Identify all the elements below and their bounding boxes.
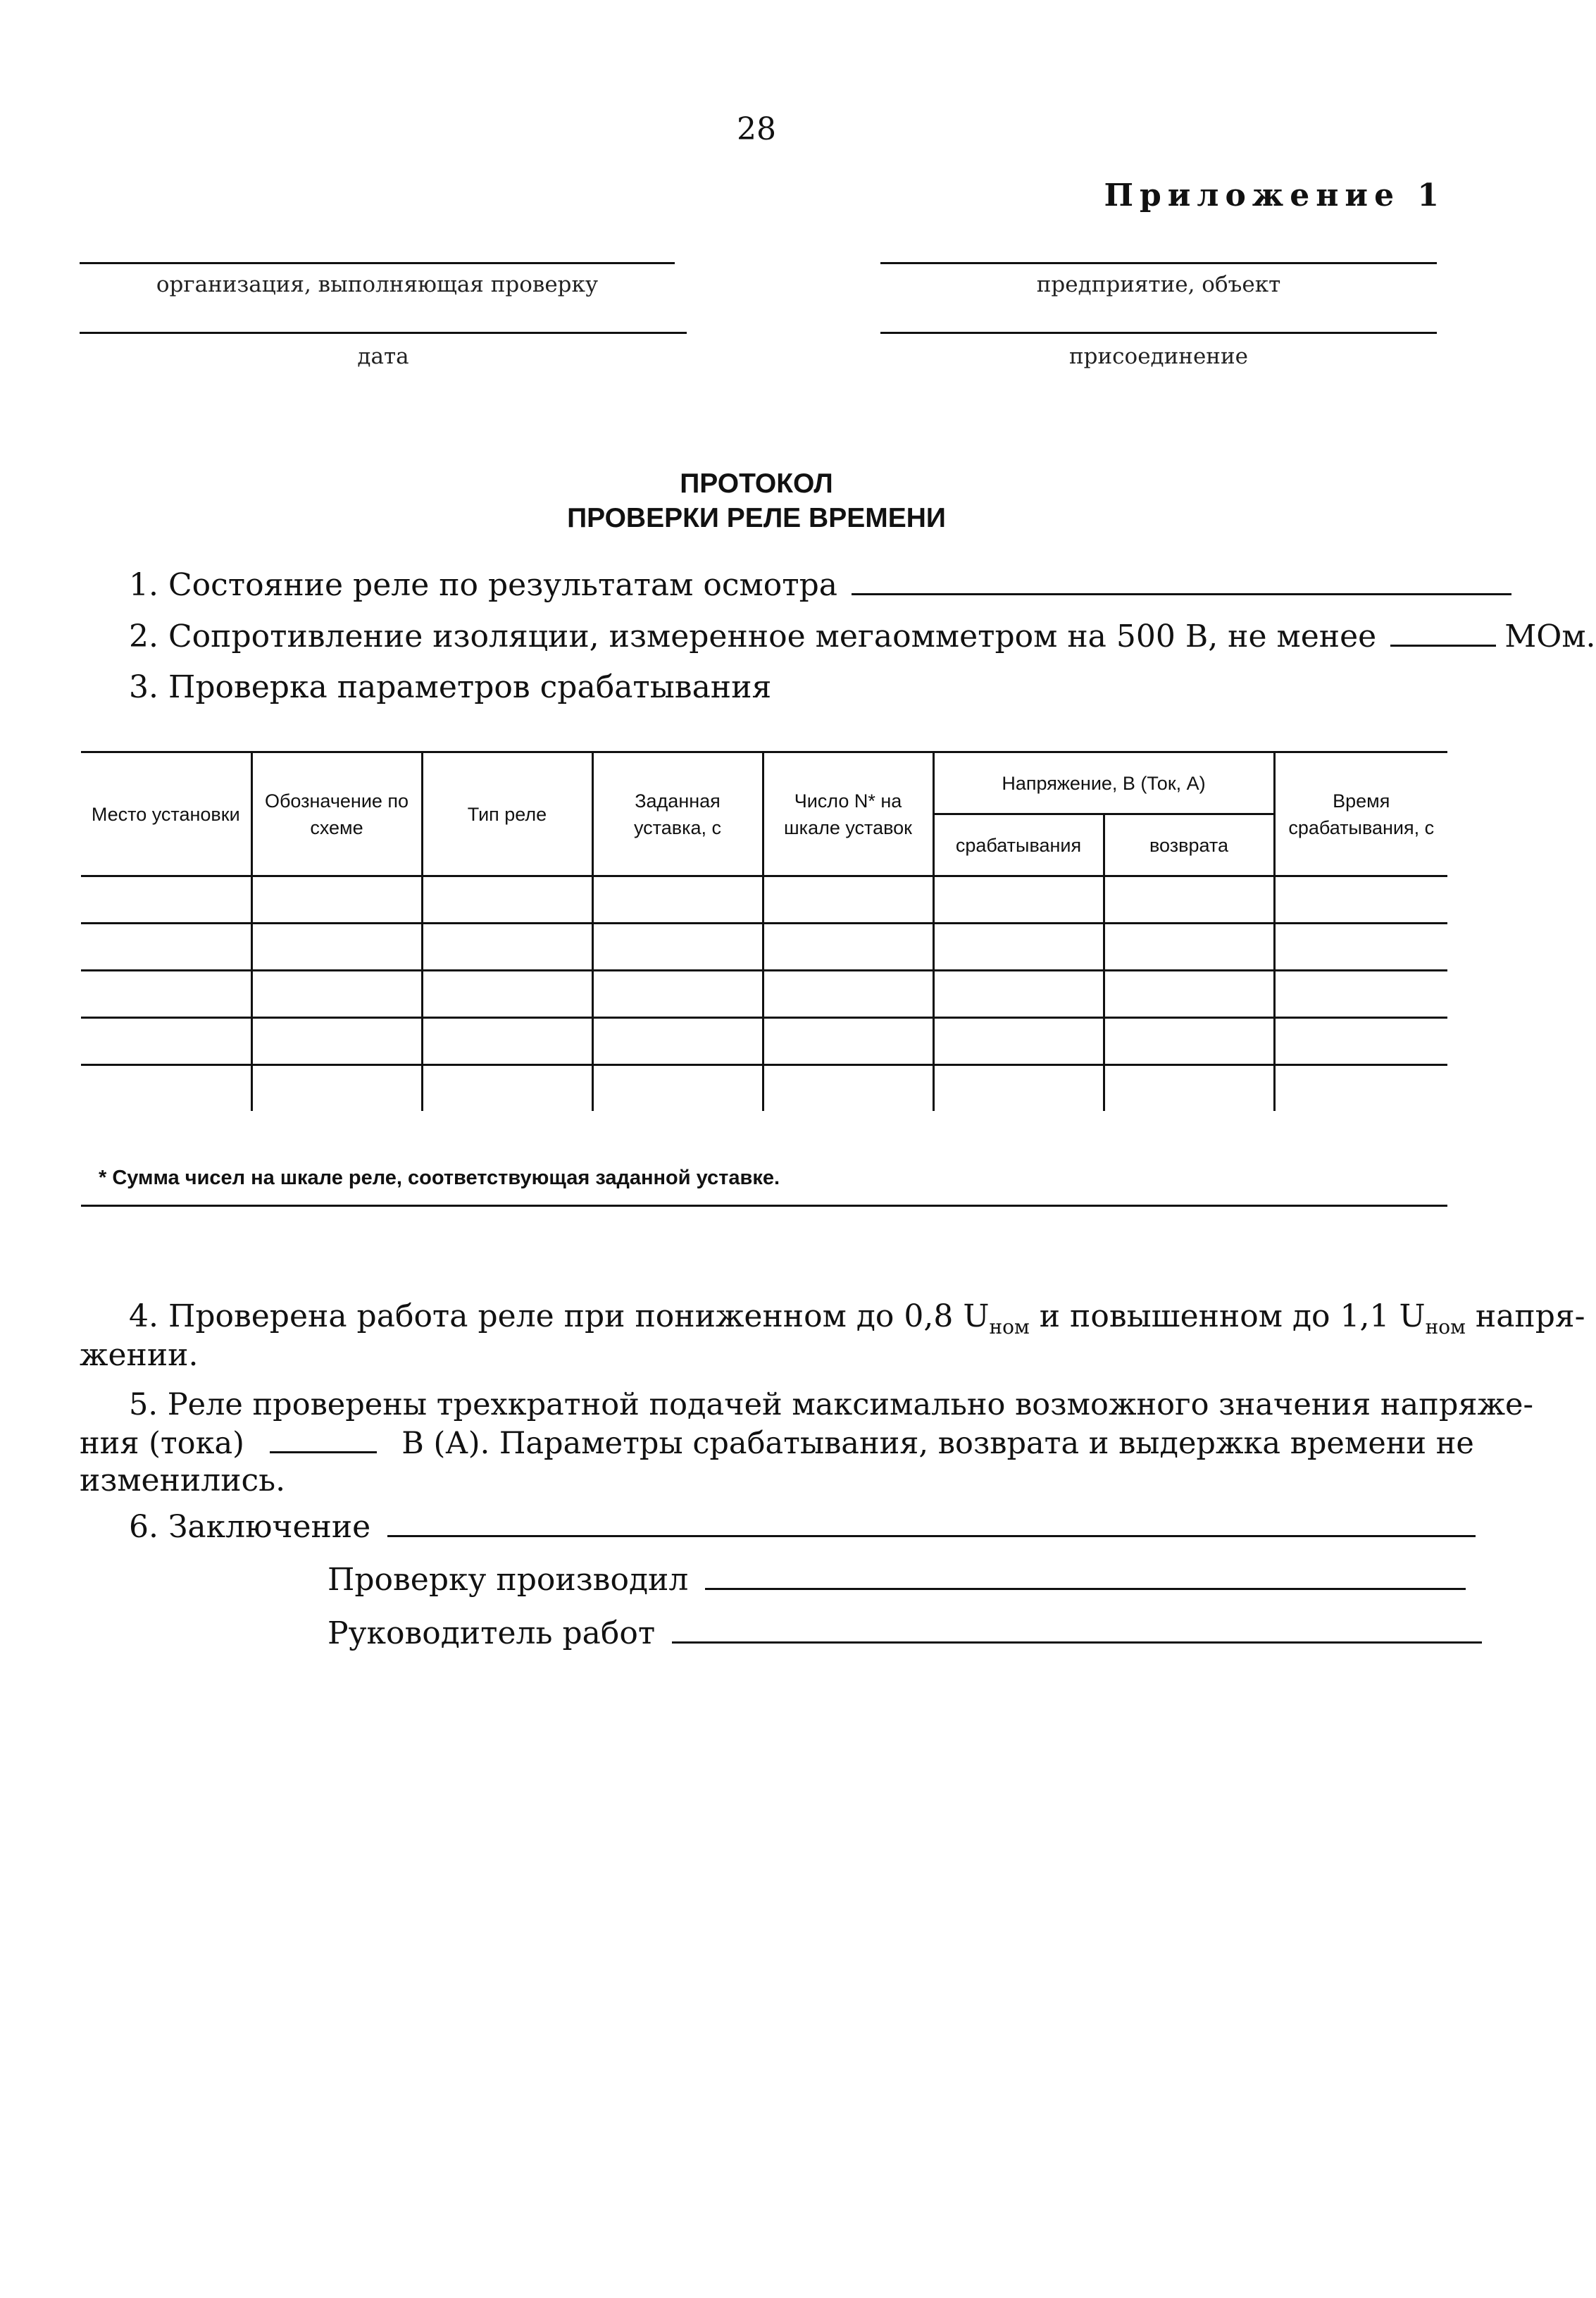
- header-operate-voltage: срабатывания: [933, 814, 1104, 876]
- date-caption: дата: [357, 344, 409, 369]
- table-cell[interactable]: [251, 876, 422, 924]
- table-cell[interactable]: [763, 924, 933, 971]
- organization-blank-line[interactable]: [80, 262, 675, 264]
- table-cell[interactable]: [933, 1018, 1104, 1065]
- table-cell[interactable]: [1104, 924, 1274, 971]
- signature-performed-by-blank[interactable]: [705, 1587, 1466, 1590]
- table-cell[interactable]: [763, 1018, 933, 1065]
- table-cell[interactable]: [81, 971, 251, 1018]
- table-cell[interactable]: [1104, 1018, 1274, 1065]
- table-cell[interactable]: [933, 971, 1104, 1018]
- table-cell[interactable]: [1274, 1018, 1447, 1065]
- item-5-text-a: ния (тока): [80, 1426, 244, 1461]
- table-cell[interactable]: [81, 1065, 251, 1112]
- table-cell[interactable]: [1104, 876, 1274, 924]
- enterprise-blank-line[interactable]: [880, 262, 1437, 264]
- signature-supervisor: [328, 1612, 1454, 1656]
- item-6-text: 6. Заключение: [129, 1509, 371, 1545]
- table-cell[interactable]: [422, 1065, 592, 1112]
- table-cell[interactable]: [422, 876, 592, 924]
- table-cell[interactable]: [592, 1018, 763, 1065]
- table-cell[interactable]: [592, 1065, 763, 1112]
- table-cell[interactable]: [1104, 1065, 1274, 1112]
- item-6: [129, 1505, 1453, 1549]
- table-cell[interactable]: [422, 924, 592, 971]
- connection-blank-line[interactable]: [880, 332, 1437, 334]
- item-3: 3. Проверка параметров срабатывания: [129, 669, 772, 705]
- item-4-text-3: напря-: [1465, 1298, 1585, 1334]
- table-cell[interactable]: [763, 1065, 933, 1112]
- signature-supervisor-label: Руководитель работ: [328, 1615, 656, 1651]
- organization-caption: организация, выполняющая проверку: [156, 272, 599, 297]
- protocol-subtitle: ПРОВЕРКИ РЕЛЕ ВРЕМЕНИ: [567, 503, 946, 533]
- header-setting: Заданная уставка, с: [592, 752, 763, 876]
- table-cell[interactable]: [1274, 924, 1447, 971]
- item-4: [129, 1295, 1585, 1339]
- table-row: [81, 1018, 1447, 1065]
- signature-performed-by: [328, 1558, 1454, 1602]
- item-1: [129, 564, 1439, 607]
- item-4-line-2: жении.: [80, 1337, 199, 1373]
- table-cell[interactable]: [251, 971, 422, 1018]
- table-row: [81, 924, 1447, 971]
- table-cell[interactable]: [1274, 876, 1447, 924]
- table-footnote: * Сумма чисел на шкале реле, соответствующая заданной уставке.: [99, 1167, 780, 1189]
- table-cell[interactable]: [251, 924, 422, 971]
- header-voltage-group: Напряжение, В (Ток, А): [933, 752, 1274, 814]
- item-1-blank[interactable]: [852, 592, 1511, 595]
- table-cell[interactable]: [933, 1065, 1104, 1112]
- item-4-text-1: 4. Проверена работа реле при пониженном до 0,8 U: [129, 1298, 990, 1334]
- item-5-line-1: 5. Реле проверены трехкратной подачей максимально возможного значения напряже-: [129, 1387, 1534, 1422]
- table-cell[interactable]: [592, 876, 763, 924]
- table-cell[interactable]: [1104, 971, 1274, 1018]
- item-4-subscript-1: ном: [989, 1315, 1030, 1339]
- header-relay-type: Тип реле: [422, 752, 592, 876]
- table-cell[interactable]: [933, 876, 1104, 924]
- header-return-voltage: возврата: [1104, 814, 1274, 876]
- item-6-blank[interactable]: [387, 1534, 1476, 1537]
- relay-parameters-table: [81, 751, 1447, 1111]
- table-cell[interactable]: [1274, 1065, 1447, 1112]
- table-cell[interactable]: [251, 1018, 422, 1065]
- table-cell[interactable]: [592, 971, 763, 1018]
- footnote-divider: [81, 1205, 1447, 1207]
- item-4-text-2: и повышенном до 1,1 U: [1029, 1298, 1426, 1334]
- item-2-blank[interactable]: [1390, 644, 1496, 647]
- item-2-unit: МОм.: [1504, 619, 1596, 654]
- item-2: [129, 615, 1596, 659]
- signature-performed-by-label: Проверку производил: [328, 1562, 689, 1598]
- table-cell[interactable]: [422, 971, 592, 1018]
- table-cell[interactable]: [81, 1018, 251, 1065]
- table-row: [81, 1065, 1447, 1112]
- table-cell[interactable]: [81, 924, 251, 971]
- table-cell[interactable]: [81, 876, 251, 924]
- table-row: [81, 971, 1447, 1018]
- table-row: [81, 876, 1447, 924]
- table-cell[interactable]: [592, 924, 763, 971]
- item-4-subscript-2: ном: [1425, 1315, 1466, 1339]
- header-place: Место установки: [81, 752, 251, 876]
- signature-supervisor-blank[interactable]: [672, 1641, 1482, 1644]
- table-cell[interactable]: [422, 1018, 592, 1065]
- table-cell[interactable]: [763, 971, 933, 1018]
- item-5-line-3: изменились.: [80, 1462, 286, 1498]
- table-cell[interactable]: [933, 924, 1104, 971]
- enterprise-caption: предприятие, объект: [1036, 272, 1281, 297]
- page-number: 28: [737, 111, 776, 147]
- item-5-text-b: В (А). Параметры срабатывания, возврата и выдержка времени не: [401, 1426, 1474, 1461]
- table-cell[interactable]: [763, 876, 933, 924]
- protocol-title: ПРОТОКОЛ: [680, 468, 833, 499]
- appendix-label: Приложение 1: [1104, 178, 1445, 213]
- date-blank-line[interactable]: [80, 332, 687, 334]
- header-designation: Обозначение по схеме: [251, 752, 422, 876]
- header-operate-time: Время срабатывания, с: [1274, 752, 1447, 876]
- item-2-text: 2. Сопротивление изоляции, измеренное мегаомметром на 500 В, не менее: [129, 619, 1377, 654]
- item-1-text: 1. Состояние реле по результатам осмотра: [129, 567, 837, 603]
- table-cell[interactable]: [251, 1065, 422, 1112]
- item-5-blank[interactable]: [270, 1451, 377, 1453]
- header-scale-number: Число N* на шкале уставок: [763, 752, 933, 876]
- connection-caption: присоединение: [1069, 344, 1248, 369]
- table-cell[interactable]: [1274, 971, 1447, 1018]
